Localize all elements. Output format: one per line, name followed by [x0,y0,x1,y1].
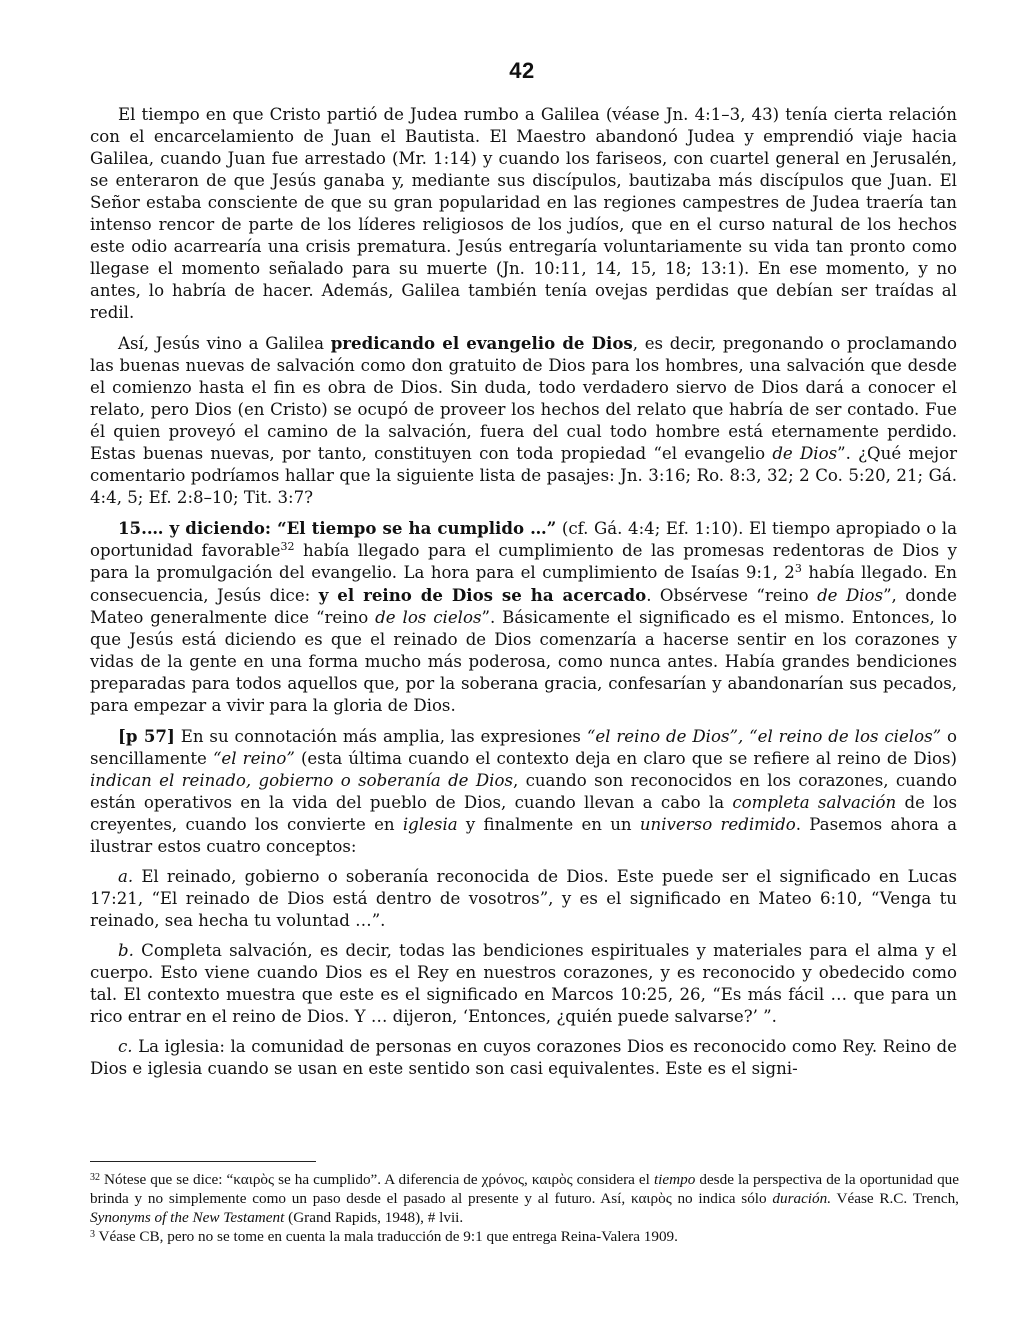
book-title: Synonyms of the New Testament [90,1209,285,1226]
bold-phrase: predicando el evangelio de Dios [330,333,633,353]
body-text [90,104,957,1080]
list-label: b. [118,941,134,960]
footnote-divider [90,1161,316,1162]
page-marker: [p 57] [118,726,175,746]
footnote-ref-3[interactable]: 3 [794,562,802,575]
paragraph-1: El tiempo en que Cristo partió de Judea rumbo a Galilea (véase Jn. 4:1–3, 43) tenía cierta relación con el encarcelamiento de Juan el Bautista. El Maestro abandonó Judea y emprendió viaje hacia Galilea, cuando Juan fue arrestado (Mr. 1:14) y cuando los fariseos, con cuartel general en Jerusalén, se enteraron de que Jesús ganaba y, mediante sus discípulos, bautizaba más discípulos que Juan. El Señor estaba consciente de que su gran popularidad en las regiones campestres de Judea traería tan intenso rencor de parte de los líderes religiosos de los judíos, que en el curso natural de los hechos este odio acarrearía una crisis prematura. Jesús entregaría voluntariamente su vida tan pronto como llegase el momento señalado para su muerte (Jn. 10:11, 14, 15, 18; 13:1). En ese momento, y no antes, lo habría de hacer. Además, Galilea también tenía ovejas perdidas que debían ser traídas al redil. [90,105,957,322]
paragraph-2: Así, Jesús vino a Galilea predicando el evangelio de Dios, es decir, pregonando o proclamando las buenas nuevas de salvación como don gratuito de Dios para los hombres, una salvación que desde el comienzo hasta el fin es obra de Dios. Sin duda, todo verdadero siervo de Dios dará a conocer el relato, pero Dios (en Cristo) se ocupó de proveer los hechos del relato que habría de ser contado. Fue él quien proveyó el camino de la salvación, fuera del cual todo hombre está eternamente perdido. Estas buenas nuevas, por tanto, constituyen con toda propiedad “el evangelio de Dios”. ¿Qué mejor comentario podríamos hallar que la siguiente lista de pasajes: Jn. 3:16; Ro. 8:3, 32; 2 Co. 5:20, 21; Gá. 4:4, 5; Ef. 2:8–10; Tit. 3:7? [90,333,958,507]
list-label: a. [118,867,134,886]
verse-heading: 15.… y diciendo: “El tiempo se ha cumplido …” [118,518,557,538]
paragraph-5: a. El reinado, gobierno o soberanía reconocida de Dios. Este puede ser el significado en Lucas 17:21, “El reinado de Dios está dentro de vosotros”, y es el significado en Mateo 6:10, “Venga tu reinado, sea hecha tu voluntad …”. [90,867,957,930]
paragraph-4: [p 57] En su connotación más amplia, las expresiones “el reino de Dios”, “el reino de los cielos” o sencillamente “el reino” (esta última cuando el contexto deja en claro que se refiere al reino de Dios) indican el reinado, gobierno o soberanía de Dios, cuando son reconocidos en los corazones, cuando están operativos en la vida del pueblo de Dios, cuando llevan a cabo la completa salvación de los creyentes, cuando los convierte en iglesia y finalmente en un universo redimido. Pasemos ahora a ilustrar estos cuatro conceptos: [90,726,958,856]
paragraph-3: 15.… y diciendo: “El tiempo se ha cumplido …” (cf. Gá. 4:4; Ef. 1:10). El tiempo apropiado o la oportunidad favorable$^{32}$ había llegado para el cumplimiento de las promesas redentoras de Dios y para la promulgación del evangelio. La hora para el cumplimiento de Isaías 9:1, $2^3$ había llegado. En consecuencia, Jesús dice: y el reino de Dios se ha acercado. Obsérvese “reino de Dios”, donde Mateo generalmente dice “reino de los cielos”. Básicamente el significado es el mismo. Entonces, lo que Jesús está diciendo es que el reinado de Dios comenzaría a hacerse sentir en los corazones y vidas de la gente en una forma mucho más poderosa, como nunca antes. Había grandes bendiciones preparadas para todos aquellos que, por la soberana gracia, confesarían y abandonarían sus pecados, para empezar a vivir para la gloria de Dios. [90,518,958,715]
italic-phrase: de los cielos [375,608,482,627]
paragraph-7: c. La iglesia: la comunidad de personas en cuyos corazones Dios es reconocido como Rey. Reino de Dios e iglesia cuando se usan en este sentido son casi equivalentes. Este es el signi- [90,1037,957,1078]
bold-phrase: y el reino de Dios se ha acercado [318,585,647,605]
paragraph-6: b. Completa salvación, es decir, todas las bendiciones espirituales y materiales para el alma y el cuerpo. Esto viene cuando Dios es el Rey en nuestros corazones, y es reconocido y obedecido como tal. El contexto muestra que este es el significado en Marcos 10:25, 26, “Es más fácil … que para un rico entrar en el reino de Dios. Y … dijeron, ‘Entonces, ¿quién puede salvarse?’ ”. [90,941,957,1026]
footnote-3: $^3$ Véase CB, pero no se tome en cuenta la mala traducción de 9:1 que entrega Reina-Valera 1909. [90,1228,678,1245]
footnote-mark: 3 [90,1229,95,1240]
italic-phrase: de Dios [817,586,884,605]
footnotes [90,1170,959,1246]
list-label: c. [118,1037,133,1056]
footnote-ref-32[interactable]: 32 [280,540,295,553]
footnote-mark: 32 [90,1172,100,1183]
footnote-32: $^{32}$ Nótese que se dice: “καιρὸς se ha cumplido”. A diferencia de χρόνος, καιρὸς considera el tiempo desde la perspectiva de la oportunidad que brinda y no simplemente como un paso desde el pasado al presente y al futuro. Así, καιρὸς no indica sólo duración. Véase R.C. Trench, Synonyms of the New Testament (Grand Rapids, 1948), # lvii. [90,1171,959,1226]
italic-phrase: de Dios [772,444,838,463]
page-number: 42 [509,58,535,83]
